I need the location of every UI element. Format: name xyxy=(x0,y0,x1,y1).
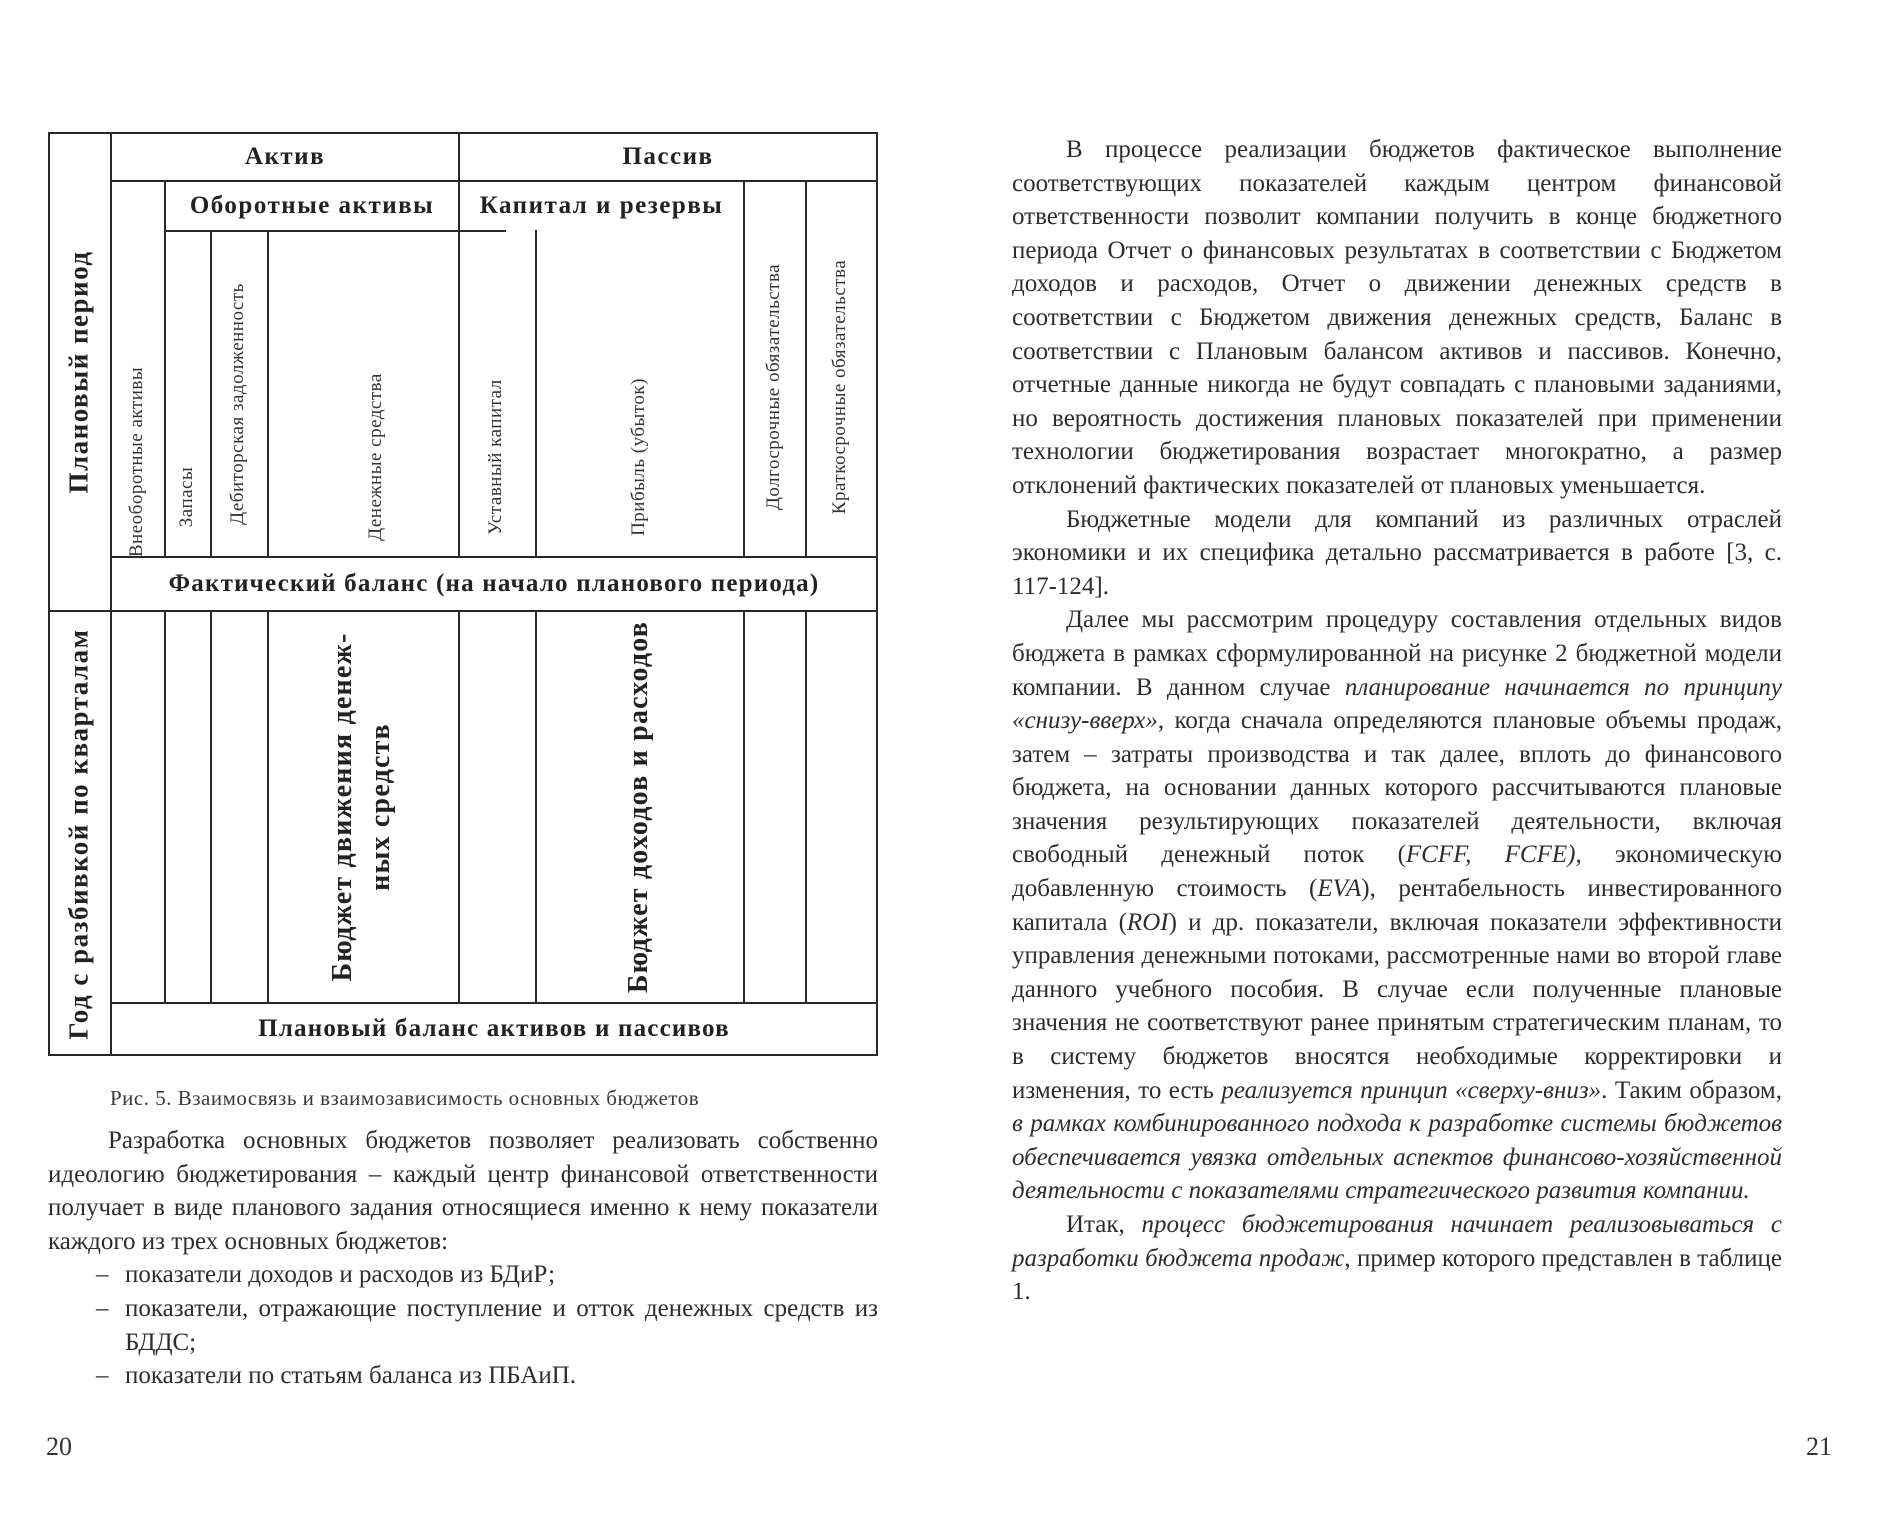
budget-cash-flow-label: Бюджет движения денеж- ных средств xyxy=(327,632,396,982)
figure-caption: Рис. 5. Взаимосвязь и взаимозависимость основных бюджетов xyxy=(110,1086,700,1110)
paragraph: Далее мы рассмотрим процедуру составления отдельных видов бюджета в рамках сформулированной на рисунке 2 бюджетной модели компании. В данном случае планирование начинается по принципу «снизу-вверх», когда сначала определяются плановые объемы продаж, затем – затраты производства и так далее, вплоть до финансового бюджета, на основании данных которого рассчитываются плановые значения результирующих показателей деятельности, включая свободный денежный поток (FCFF, FCFE), экономическую добавленную стоимость (EVA), рентабельность инвестированного капитала (ROI) и др. показатели, включая показатели эффективности управления денежными потоками, рассмотренные нами во второй главе данного учебного пособия. В случае если полученные плановые значения не соответствуют ранее принятым стратегическим планам, то в систему бюджетов вносятся необходимые корректировки и изменения, то есть реализуется принцип «сверху-вниз». Таким образом, в рамках комбинированного подхода к разработке системы бюджетов обеспечивается увязка отдельных аспектов финансово-хозяйственной деятельности с показателями стратегического развития компании. xyxy=(1012,606,1783,1205)
list-item: – показатели по статьям баланса из ПБАиП. xyxy=(96,1362,577,1390)
column-label: Прибыль (убыток) xyxy=(628,378,649,536)
budget-income-expense-label: Бюджет доходов и расходов xyxy=(623,620,654,994)
fact-balance-band: Фактический баланс (на начало планового периода) xyxy=(168,570,820,597)
list-item: – показатели доходов и расходов из БДиР; xyxy=(96,1261,556,1289)
bullet-list xyxy=(48,1258,878,1392)
paragraph: В процессе реализации бюджетов фактическое выполнение соответствующих показателей каждым центром финансовой ответственности позволит компании получить в конце бюджетного периода Отчет о финансовых результатах в соответствии с Бюджетом доходов и расходов, Отчет о движении денежных средств в соответствии с Бюджетом движения денежных средств, Баланс в соответствии с Плановым балансом активов и пассивов. Конечно, отчетные данные никогда не будут совпадать с плановыми заданиями, но вероятность достижения плановых показателей при применении технологии бюджетирования возрастает многократно, а размер отклонений фактических показателей от плановых уменьшается. xyxy=(1012,136,1782,499)
paragraph: Разработка основных бюджетов позволяет реализовать собственно идеологию бюджетирования – каждый центр финансовой ответственности получает в виде планового задания относящиеся именно к нему показатели каждого из трех основных бюджетов: xyxy=(48,1127,878,1255)
header-kapital-i-rezervy: Капитал и резервы xyxy=(479,192,724,219)
paragraph: Бюджетные модели для компаний из различных отраслей экономики и их специфика детально рассматривается в работе [3, с. 117-124]. xyxy=(1012,505,1782,600)
column-label: Долгосрочные обязательства xyxy=(763,263,784,511)
header-aktiv: Актив xyxy=(244,143,326,170)
row-label-god-po-kvartalam: Год с разбивкой по кварталам xyxy=(63,628,94,1040)
header-oborotnye-aktivy: Оборотные активы xyxy=(189,192,435,219)
page-number: 21 xyxy=(1806,1432,1832,1461)
right-page xyxy=(942,0,1884,1522)
plan-balance-band: Плановый баланс активов и пассивов xyxy=(258,1015,730,1042)
list-item: – показатели, отражающие поступление и отток денежных средств из БДДС; xyxy=(96,1294,878,1356)
column-label: Денежные средства xyxy=(365,373,386,541)
row-label-planovyi-period: Плановый период xyxy=(63,250,94,494)
header-passiv: Пассив xyxy=(622,143,714,170)
column-label: Дебиторская задолженность xyxy=(227,283,248,525)
column-label: Уставный капитал xyxy=(485,379,506,535)
paragraph: Итак, процесс бюджетирования начинает реализовываться с разработки бюджета продаж, пример которого представлен в таблице 1. xyxy=(1012,1211,1782,1306)
column-label: Запасы xyxy=(176,466,197,528)
column-label: Внеоборотные активы xyxy=(126,366,147,558)
budget-relationship-figure xyxy=(48,132,878,1056)
page-number: 20 xyxy=(46,1432,72,1461)
right-body-text xyxy=(1012,133,1782,1309)
column-label: Краткосрочные обязательства xyxy=(829,259,850,515)
left-body-text xyxy=(48,1124,878,1393)
